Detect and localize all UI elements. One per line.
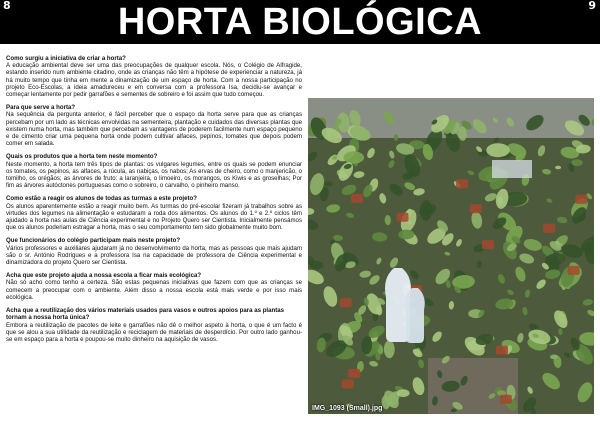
qa-block bbox=[6, 237, 302, 266]
qa-block bbox=[6, 55, 302, 98]
answer: Neste momento, a horta tem três tipos de plantas: os vulgares legumes, entre os quais se podem enunciar os tomates, os pepinos, as alfaces, a rúcula, as nabiças, os nabos; As ervas de cheiro, como o manjericão, o tomilho, os orégãos; as árvores de fruto: a laranjeira, o limoeiro, os morangos, os Kiwis e as groselhas; Por fim as árvores autóctones portuguesas como o sobreiro, o carvalho, o pinheiro manso. bbox=[6, 160, 302, 190]
page-number-right: 9 bbox=[588, 0, 596, 12]
garden-photo bbox=[308, 98, 594, 414]
question: Para que serve a horta? bbox=[6, 104, 76, 112]
question: Acha que este projeto ajuda a nossa escola a ficar mais ecológica? bbox=[6, 272, 202, 280]
question: Como estão a reagir os alunos de todas as turmas a este projeto? bbox=[6, 195, 197, 203]
qa-block bbox=[6, 272, 302, 301]
answer: Na sequência da pergunta anterior, é fácil perceber que o espaço da horta serve para que as crianças percebam por um lado as técnicas envolvidas na sementeira, plantação e cuidados das diversas plantas que existem numa horta, mas também que percebam as vantagens de poderem facilmente num espaço pequeno e de cimento criar uma pequena horta onde podem cultivar alfaces, pepinos, tomates que depois podem comer em salada. bbox=[6, 111, 302, 148]
answer: Os alunos aparentemente estão a reagir muito bem. As turmas do pré-escolar fizeram já trabalhos sobre as virtudes dos legumes na alimentação e estudaram a roda dos alimentos. Os alunos do 1.º e 2.º ciclos têm ajudado a horta nas aulas de Ciência experimental e no Projeto Quero ser Cientista. Inicialmente pensámos que os alunos poderiam estragar a horta, mas o seu comportamento tem sido globalmente muito bom. bbox=[6, 202, 302, 232]
garden-illustration bbox=[308, 98, 594, 414]
photo-caption: IMG_1093 (Small).jpg bbox=[312, 405, 383, 412]
answer: Não só acho como tenho a certeza. São estas pequenas iniciativas que fazem com que as crianças se comecem a preocupar com o ambiente. Além disso a nossa escola está mais verde e por isso mais ecológica. bbox=[6, 279, 302, 301]
question: Que funcionários do colégio participam mais neste projeto? bbox=[6, 237, 181, 245]
question: Quais os produtos que a horta tem neste momento? bbox=[6, 153, 158, 161]
qa-block bbox=[6, 104, 302, 147]
answer: Embora a reutilização de pacotes de leite e garrafões não dê o melhor aspeto à horta, o que é um facto é que se alou a sua utilidade da reutilização e reciclagem de materiais de desperdício. Por outro lado ganhou-se em espaço para a horta e poupou-se muito dinheiro na aquisição de vasos. bbox=[6, 321, 302, 343]
answer: Vários professores e auxiliares ajudaram já no desenvolvimento da horta, mas as pessoas que mais ajudam são o sr. António Rodrigues e a professora Isa na capacidade de professora de Ciência experimental e dinamizadora do projeto Quero ser Cientista. bbox=[6, 244, 302, 267]
title-banner bbox=[0, 0, 600, 44]
answer: A educação ambiental deve ser uma das preocupações de qualquer escola. Nós, o Colégio de Alfragide, estando inserido num ambiente citadino, onde as crianças não têm a hipótese de experienciar a natureza, já há muito tempo que tinha em mente a dinamização de um espaço de horta. Com a nossa participação no projeto Eco-Escolas, a ideia amadureceu e em conversa com a professora Isa, decidiu-se avançar e começar lentamente por pedir garrafões e sementes de sobreiro e foi assim que tudo começou. bbox=[6, 62, 302, 99]
qa-block bbox=[6, 195, 302, 231]
qa-block bbox=[6, 153, 302, 189]
page-number-left: 8 bbox=[3, 0, 11, 12]
qa-block bbox=[6, 307, 302, 343]
question: Acha que a reutilização dos vários materiais usados para vasos e outros apoios para as plantas tornam a nossa horta única? bbox=[6, 307, 285, 322]
question: Como surgiu a iniciativa de criar a horta? bbox=[6, 55, 126, 62]
interview-column bbox=[6, 55, 302, 420]
page-title: HORTA BIOLÓGICA bbox=[117, 1, 483, 43]
